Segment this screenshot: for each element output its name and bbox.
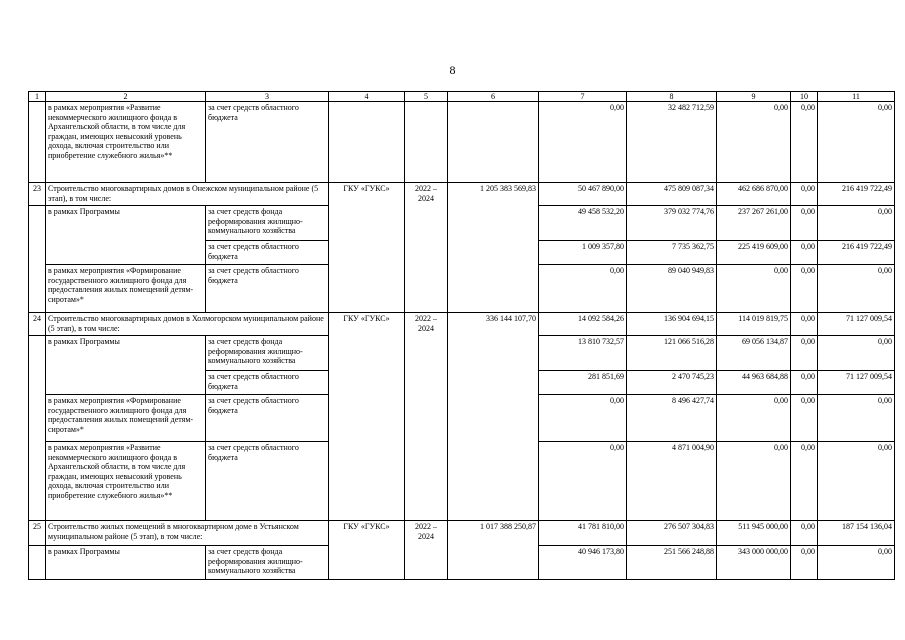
value-col9: 237 267 261,00: [717, 206, 791, 241]
value-col8: 276 507 304,83: [627, 521, 717, 546]
value-col9: 511 945 000,00: [717, 521, 791, 546]
value-col8: 8 496 427,74: [627, 395, 717, 442]
period: 2022 – 2024: [405, 313, 448, 521]
funding-source: за счет средств областного бюджета: [206, 442, 329, 521]
value-col9: 0,00: [717, 102, 791, 183]
row-description: в рамках мероприятия «Формирование государственного жилищного фонда для предоставления жилых помещений детям-сиротам»*: [46, 395, 206, 442]
period: [405, 102, 448, 183]
value-col9: 0,00: [717, 442, 791, 521]
value-col9: 0,00: [717, 395, 791, 442]
col-header: 7: [539, 92, 627, 102]
row-number: [29, 546, 46, 580]
value-col8: 2 470 745,23: [627, 371, 717, 395]
value-col11: 0,00: [818, 102, 895, 183]
budget-table: [28, 91, 895, 580]
value-col10: 0,00: [791, 102, 818, 183]
value-col10: 0,00: [791, 442, 818, 521]
funding-source: за счет средств фонда реформирования жилищно-коммунального хозяйства: [206, 546, 329, 580]
period: 2022 – 2024: [405, 521, 448, 580]
value-col9: 44 963 684,88: [717, 371, 791, 395]
value-col8: 136 904 694,15: [627, 313, 717, 336]
value-col9: 114 019 819,75: [717, 313, 791, 336]
funding-source: за счет средств областного бюджета: [206, 395, 329, 442]
row-number: [29, 102, 46, 183]
value-col8: 251 566 248,88: [627, 546, 717, 580]
page-number: 8: [449, 63, 456, 77]
value-col8: 7 735 362,75: [627, 241, 717, 265]
value-col11: 71 127 009,54: [818, 371, 895, 395]
value-col7: 41 781 810,00: [539, 521, 627, 546]
row-number: [29, 206, 46, 313]
col-header: 4: [329, 92, 405, 102]
funding-source: за счет средств фонда реформирования жилищно-коммунального хозяйства: [206, 206, 329, 241]
value-col7: 0,00: [539, 442, 627, 521]
col-header: 3: [206, 92, 329, 102]
table-row: [29, 183, 895, 206]
value-col10: 0,00: [791, 183, 818, 206]
object-title: Строительство жилых помещений в многоквартирном доме в Устьянском муниципальном районе (5 этап), в том числе:: [46, 521, 329, 546]
value-col9: 343 000 000,00: [717, 546, 791, 580]
funding-source: за счет средств областного бюджета: [206, 265, 329, 313]
funding-source: за счет средств областного бюджета: [206, 371, 329, 395]
value-col7: 0,00: [539, 102, 627, 183]
col-header: 2: [46, 92, 206, 102]
value-col9: 225 419 609,00: [717, 241, 791, 265]
row-number: 24: [29, 313, 46, 336]
organization: ГКУ «ГУКС»: [329, 183, 405, 313]
row-number: 25: [29, 521, 46, 546]
value-col10: 0,00: [791, 521, 818, 546]
funding-source: за счет средств областного бюджета: [206, 241, 329, 265]
object-title: Строительство многоквартирных домов в Холмогорском муниципальном районе (5 этап), в том числе:: [46, 313, 329, 336]
value-col11: 187 154 136,04: [818, 521, 895, 546]
total-cost: 1 205 383 569,83: [448, 183, 539, 313]
organization: [329, 102, 405, 183]
value-col10: 0,00: [791, 241, 818, 265]
value-col7: 13 810 732,57: [539, 336, 627, 371]
row-description: в рамках мероприятия «Формирование государственного жилищного фонда для предоставления жилых помещений детям-сиротам»*: [46, 265, 206, 313]
row-description: в рамках Программы: [46, 336, 206, 395]
row-description: в рамках мероприятия «Развитие некоммерческого жилищного фонда в Архангельской области, в том числе для граждан, имеющих невысокий уровень дохода, включая строительство или приобретение служебного жилья»**: [46, 102, 206, 183]
row-number: 23: [29, 183, 46, 206]
col-header: 11: [818, 92, 895, 102]
value-col8: 379 032 774,76: [627, 206, 717, 241]
col-header: 8: [627, 92, 717, 102]
value-col11: 0,00: [818, 442, 895, 521]
total-cost: [448, 102, 539, 183]
value-col7: 1 009 357,80: [539, 241, 627, 265]
row-description: в рамках Программы: [46, 546, 206, 580]
value-col8: 121 066 516,28: [627, 336, 717, 371]
value-col9: 69 056 134,87: [717, 336, 791, 371]
value-col7: 0,00: [539, 265, 627, 313]
row-number: [29, 336, 46, 521]
value-col11: 0,00: [818, 395, 895, 442]
row-description: в рамках мероприятия «Развитие некоммерческого жилищного фонда в Архангельской области, в том числе для граждан, имеющих невысокий уровень дохода, включая строительство или приобретение служебного жилья»**: [46, 442, 206, 521]
col-header: 6: [448, 92, 539, 102]
value-col8: 32 482 712,59: [627, 102, 717, 183]
value-col10: 0,00: [791, 265, 818, 313]
value-col11: 0,00: [818, 206, 895, 241]
value-col11: 0,00: [818, 546, 895, 580]
value-col8: 4 871 004,90: [627, 442, 717, 521]
value-col11: 0,00: [818, 336, 895, 371]
table-row: [29, 521, 895, 546]
value-col10: 0,00: [791, 395, 818, 442]
value-col7: 50 467 890,00: [539, 183, 627, 206]
value-col7: 14 092 584,26: [539, 313, 627, 336]
total-cost: 336 144 107,70: [448, 313, 539, 521]
value-col10: 0,00: [791, 313, 818, 336]
col-header: 10: [791, 92, 818, 102]
value-col11: 216 419 722,49: [818, 183, 895, 206]
funding-source: за счет средств фонда реформирования жилищно-коммунального хозяйства: [206, 336, 329, 371]
value-col10: 0,00: [791, 206, 818, 241]
value-col11: 71 127 009,54: [818, 313, 895, 336]
value-col8: 89 040 949,83: [627, 265, 717, 313]
period: 2022 – 2024: [405, 183, 448, 313]
table-row: [29, 313, 895, 336]
value-col7: 0,00: [539, 395, 627, 442]
total-cost: 1 017 388 250,87: [448, 521, 539, 580]
value-col7: 281 851,69: [539, 371, 627, 395]
col-header: 9: [717, 92, 791, 102]
funding-source: за счет средств областного бюджета: [206, 102, 329, 183]
value-col10: 0,00: [791, 336, 818, 371]
value-col9: 462 686 870,00: [717, 183, 791, 206]
col-header: 1: [29, 92, 46, 102]
col-header: 5: [405, 92, 448, 102]
value-col8: 475 809 087,34: [627, 183, 717, 206]
value-col11: 216 419 722,49: [818, 241, 895, 265]
value-col11: 0,00: [818, 265, 895, 313]
object-title: Строительство многоквартирных домов в Онежском муниципальном районе (5 этап), в том числе:: [46, 183, 329, 206]
column-number-row: [29, 92, 895, 102]
organization: ГКУ «ГУКС»: [329, 313, 405, 521]
table-row: [29, 102, 895, 183]
value-col10: 0,00: [791, 546, 818, 580]
value-col10: 0,00: [791, 371, 818, 395]
value-col9: 0,00: [717, 265, 791, 313]
organization: ГКУ «ГУКС»: [329, 521, 405, 580]
row-description: в рамках Программы: [46, 206, 206, 265]
value-col7: 49 458 532,20: [539, 206, 627, 241]
value-col7: 40 946 173,80: [539, 546, 627, 580]
